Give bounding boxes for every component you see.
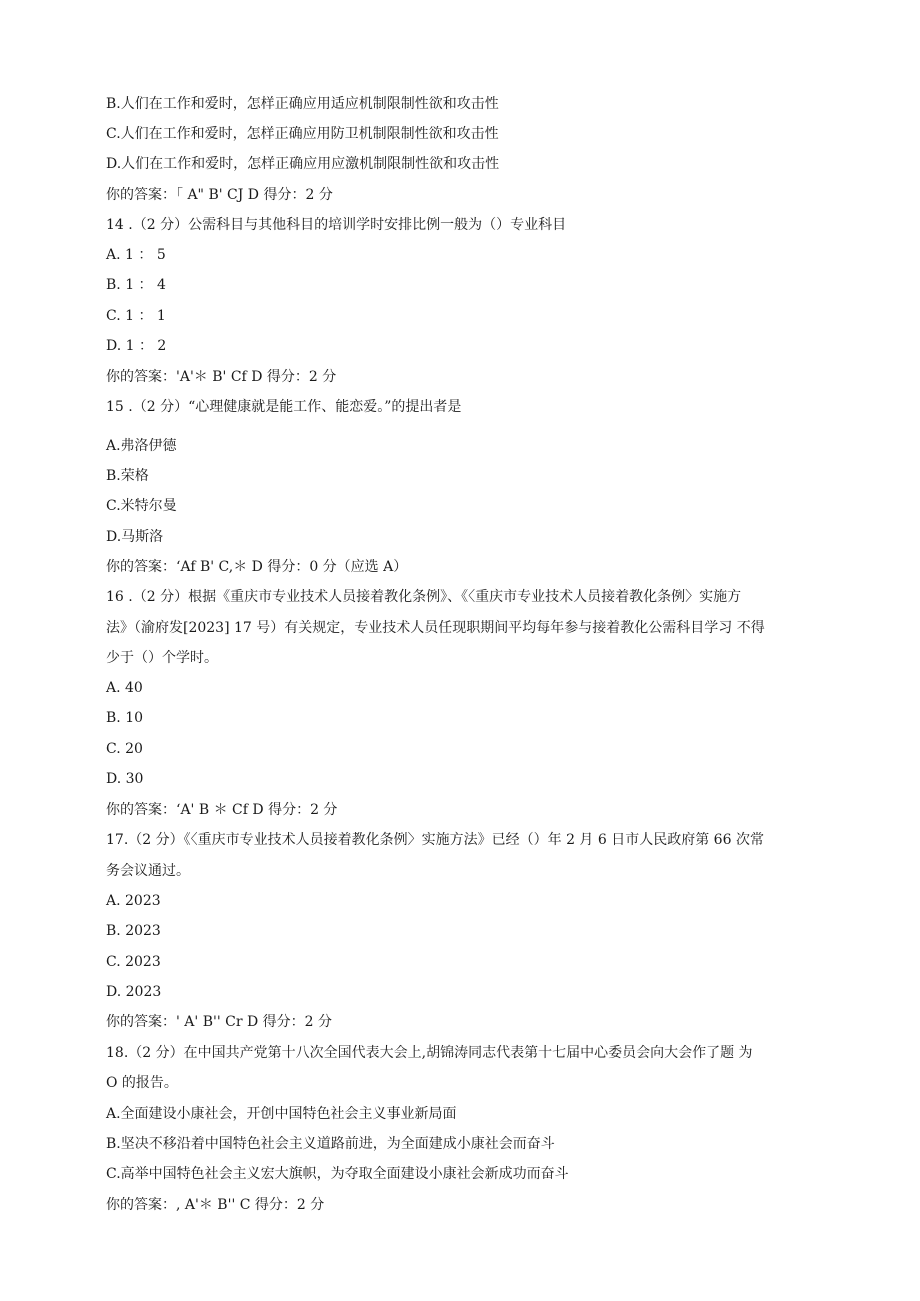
option-line: D.马斯洛	[106, 529, 164, 545]
answer-line: 你的答案：'A'＊ B' Cf D 得分：2 分	[106, 369, 337, 385]
option-line: C. 20	[106, 741, 143, 757]
question-stem: 18.（2 分）在中国共产党第十八次全国代表大会上,胡锦涛同志代表第十七届中心委员会向大会作了题 为	[106, 1045, 753, 1061]
option-line: C. 1 ： 1	[106, 308, 166, 324]
option-line: C.高举中国特色社会主义宏大旗帜，为夺取全面建设小康社会新成功而奋斗	[106, 1166, 569, 1182]
option-line: C.米特尔曼	[106, 498, 177, 514]
option-line: B. 2023	[106, 923, 161, 939]
answer-line: 你的答案：' A' B'' Cr D 得分：2 分	[106, 1014, 333, 1030]
option-line: A. 40	[106, 680, 143, 696]
question-stem: O 的报告。	[106, 1075, 178, 1091]
question-stem: 15 .（2 分）“心理健康就是能工作、能恋爱。”的提出者是	[106, 399, 462, 415]
option-line: D.人们在工作和爱时，怎样正确应用应激机制限制性欲和攻击性	[106, 156, 500, 172]
answer-line: 你的答案：‘A' B ＊ Cf D 得分：2 分	[106, 802, 338, 818]
answer-line: 你的答案：, A'＊ B'' C 得分：2 分	[106, 1197, 325, 1213]
answer-line: 你的答案：‘Af B' C,＊ D 得分：0 分（应选 A）	[106, 559, 408, 575]
option-line: B.荣格	[106, 468, 149, 484]
option-line: A. 2023	[106, 893, 161, 909]
option-line: D. 1 ： 2	[106, 338, 167, 354]
question-stem: 17.（2 分）《〈重庆市专业技术人员接着教化条例〉实施方法》已经（）年 2 月 6 日市人民政府第 66 次常	[106, 832, 764, 848]
option-line: A.弗洛伊德	[106, 438, 177, 454]
option-line: D. 2023	[106, 984, 162, 1000]
question-stem: 16 .（2 分）根据《重庆市专业技术人员接着教化条例》、《〈重庆市专业技术人员接着教化条例〉实施方	[106, 589, 742, 605]
option-line: A.全面建设小康社会，开创中国特色社会主义事业新局面	[106, 1106, 457, 1122]
question-stem: 法》（渝府发[2023] 17 号）有关规定，专业技术人员任现职期间平均每年参与接着教化公需科目学习 不得	[106, 620, 765, 636]
option-line: B. 1 ： 4	[106, 277, 166, 293]
option-line: B. 10	[106, 710, 144, 726]
question-stem: 少于（）个学时。	[106, 650, 218, 666]
option-line: D. 30	[106, 771, 144, 787]
option-line: B.人们在工作和爱时，怎样正确应用适应机制限制性欲和攻击性	[106, 96, 499, 112]
question-stem: 务会议通过。	[106, 863, 190, 879]
question-stem: 14 .（2 分）公需科目与其他科目的培训学时安排比例一般为（）专业科目	[106, 217, 567, 233]
option-line: C. 2023	[106, 954, 161, 970]
option-line: B.坚决不移沿着中国特色社会主义道路前进，为全面建成小康社会而奋斗	[106, 1136, 555, 1152]
option-line: A. 1 ： 5	[106, 247, 166, 263]
option-line: C.人们在工作和爱时，怎样正确应用防卫机制限制性欲和攻击性	[106, 126, 499, 142]
answer-line: 你的答案：「 A" B' CJ D 得分：2 分	[106, 187, 333, 203]
